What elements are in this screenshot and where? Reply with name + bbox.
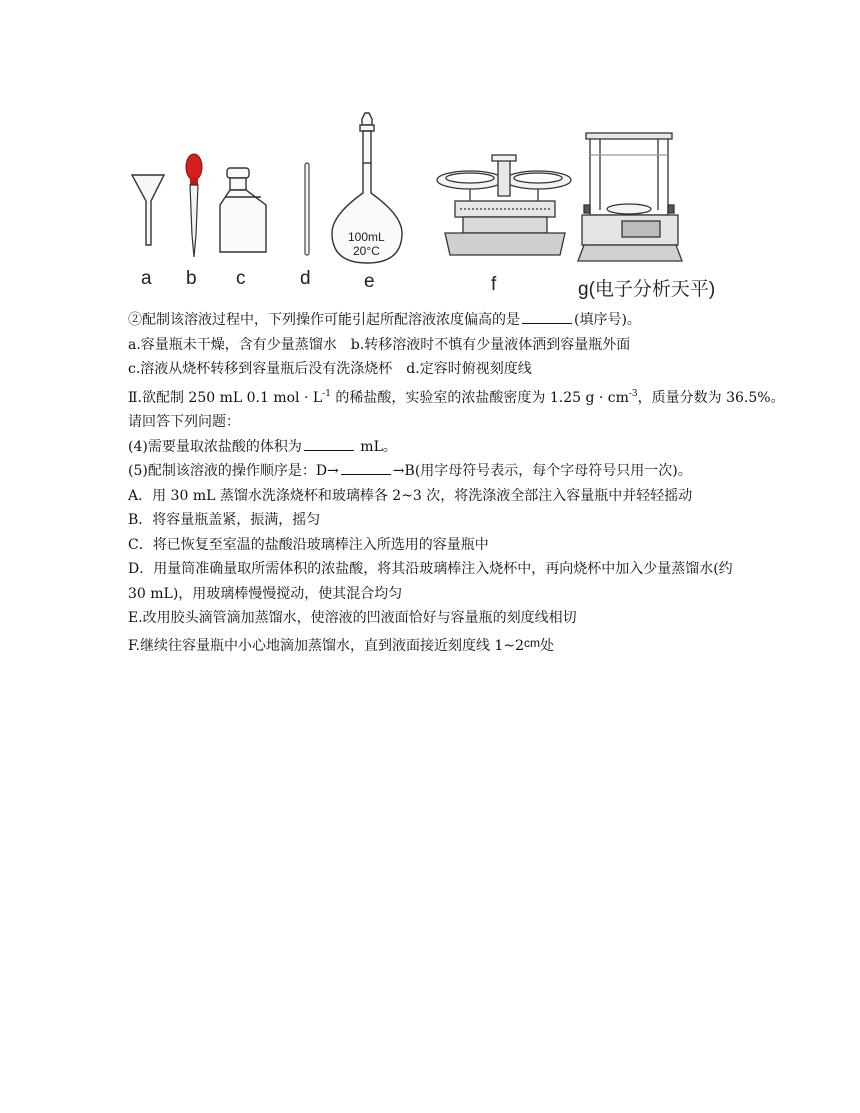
q2-answer-blank[interactable] bbox=[522, 309, 572, 324]
part2-intro bbox=[128, 382, 785, 411]
label-a: a bbox=[141, 268, 152, 289]
q2-options-cd bbox=[128, 357, 748, 382]
q5-suffix: →B(用字母符号表示，每个字母符号只用一次)。 bbox=[392, 463, 692, 479]
part2-intro-2: 的稀盐酸，实验室的浓盐酸密度为 1.25 g · cm bbox=[330, 389, 629, 406]
q2-suffix: (填序号)。 bbox=[574, 312, 641, 328]
part2-intro-1: Ⅱ.欲配制 250 mL 0.1 mol · L bbox=[128, 389, 323, 406]
pan-balance-icon bbox=[437, 155, 571, 255]
step-f-end: 处 bbox=[539, 637, 554, 654]
q2-options-ab bbox=[128, 333, 748, 358]
part2-intro-3: ，质量分数为 36.5%。 bbox=[637, 389, 785, 406]
q4-line bbox=[128, 435, 748, 460]
q2-line bbox=[128, 308, 748, 333]
step-f-text: F.继续往容量瓶中小心地滴加蒸馏水，直到液面接近刻度线 1~2 bbox=[128, 637, 524, 654]
q2-option-a: a.容量瓶未干燥，含有少量蒸馏水 bbox=[128, 336, 337, 353]
reagent-bottle-icon bbox=[220, 168, 266, 252]
unit-exponent-1: -1 bbox=[322, 388, 331, 399]
part2-ask: 请回答下列问题： bbox=[128, 414, 240, 430]
step-b: B．将容量瓶盖紧，振满，摇匀 bbox=[128, 512, 321, 528]
q4-suffix: mL。 bbox=[355, 438, 397, 455]
q5-line bbox=[128, 459, 748, 484]
step-d: D．用量筒准确量取所需体积的浓盐酸，将其沿玻璃棒注入烧杯中，再向烧杯中加入少量蒸馏水(约 30 mL)，用玻璃棒慢慢搅动，使其混合均匀 bbox=[128, 561, 733, 602]
q4-answer-blank[interactable] bbox=[304, 436, 354, 451]
label-c: c bbox=[236, 268, 246, 289]
label-g: g(电子分析天平) bbox=[578, 279, 716, 300]
analytical-balance-icon bbox=[578, 133, 682, 261]
dropper-icon bbox=[186, 154, 202, 257]
q5-prompt: (5)配制该溶液的操作顺序是：D→ bbox=[128, 463, 339, 479]
q2-prompt: ②配制该溶液过程中，下列操作可能引起所配溶液浓度偏高的是 bbox=[128, 312, 520, 328]
flask-temp-label: 20°C bbox=[353, 244, 380, 258]
step-f-unit: cm bbox=[523, 635, 540, 650]
glass-rod-icon bbox=[305, 163, 309, 255]
funnel-icon bbox=[132, 175, 164, 245]
question-body bbox=[128, 308, 785, 658]
step-e: E.改用胶头滴管滴加蒸馏水，使溶液的凹液面恰好与容量瓶的刻度线相切 bbox=[128, 610, 577, 626]
label-d: d bbox=[300, 268, 311, 289]
label-e: e bbox=[364, 271, 375, 292]
label-b: b bbox=[186, 268, 197, 289]
q2-option-d: d.定容时俯视刻度线 bbox=[406, 361, 532, 377]
q5-answer-blank[interactable] bbox=[341, 460, 391, 475]
step-c: C．将已恢复至室温的盐酸沿玻璃棒注入所选用的容量瓶中 bbox=[128, 536, 489, 553]
step-f bbox=[128, 631, 748, 659]
unit-exponent-2: -3 bbox=[628, 388, 638, 399]
q2-option-c: c.溶液从烧杯转移到容量瓶后没有洗涤烧杯 bbox=[128, 361, 393, 377]
q4-prompt: (4)需要量取浓盐酸的体积为 bbox=[128, 438, 302, 455]
q2-option-b: b.转移溶液时不慎有少量液体洒到容量瓶外面 bbox=[350, 336, 631, 353]
apparatus-figure bbox=[120, 105, 720, 305]
label-f: f bbox=[491, 274, 497, 295]
step-a: A．用 30 mL 蒸馏水洗涤烧杯和玻璃棒各 2~3 次，将洗涤液全部注入容量瓶中并轻轻摇动 bbox=[128, 487, 693, 504]
flask-volume-label: 100mL bbox=[348, 230, 385, 244]
